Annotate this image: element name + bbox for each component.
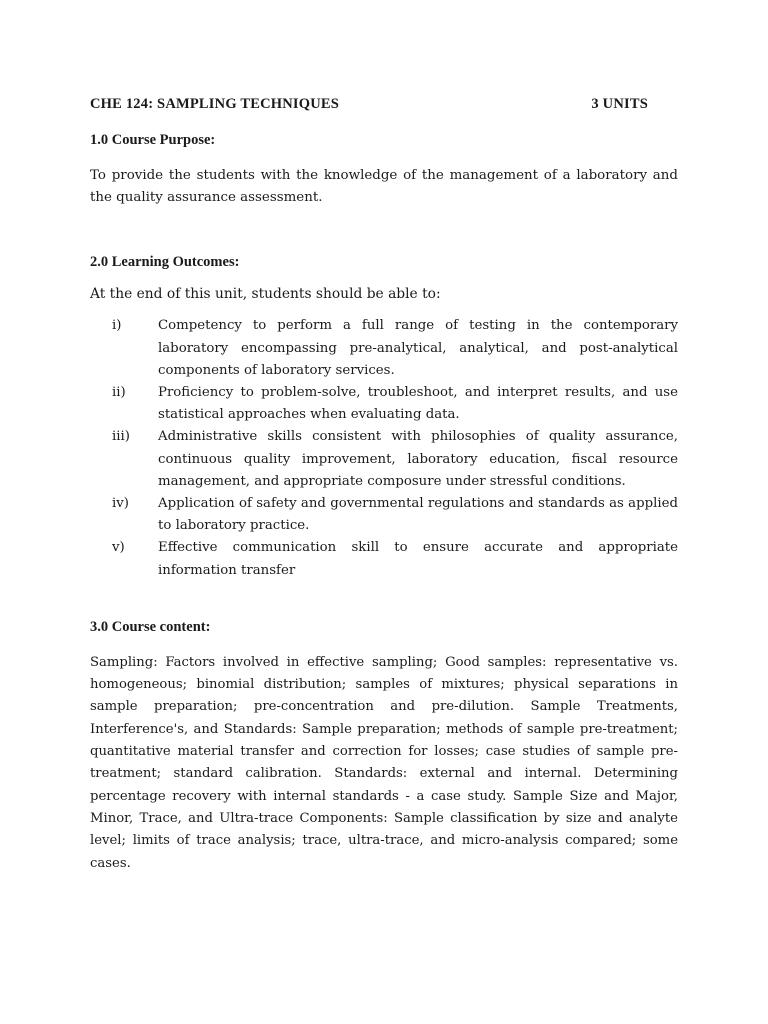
content-text: Sampling: Factors involved in effective sampling; Good samples: representative vs. homogeneous; binomial distribution; samples of mixtures; physical separations in sample preparation; pre-concentration and pre-dilution. Sample Treatments, Interference's, and Standards: Sample preparation; methods of sample pre-treatment; quantitative material transfer and correction for losses; case studies of sample pre-treatment; standard calibration. Standards: external and internal. Determining percentage recovery with internal standards - a case study. Sample Size and Major, Minor, Trace, and Ultra-trace Components: Sample classification by size and analyte level; limits of trace analysis; trace, ultra-trace, and micro-analysis compared; some cases. <box>90 654 678 871</box>
course-units: 3 UNITS <box>591 96 648 112</box>
outcomes-heading: 2.0 Learning Outcomes: <box>90 254 240 271</box>
list-item-text: Proficiency to problem-solve, troubleshoot, and interpret results, and use statistical approaches when evaluating data. <box>158 385 678 423</box>
list-item-number: i) <box>112 318 122 334</box>
list-item-number: iv) <box>112 496 129 512</box>
outcomes-list <box>90 315 678 581</box>
list-item <box>90 493 678 537</box>
list-item-text: Effective communication skill to ensure accurate and appropriate information transfer <box>158 540 678 578</box>
list-item-number: iii) <box>112 429 130 445</box>
document-page <box>90 90 678 875</box>
list-item-text: Administrative skills consistent with philosophies of quality assurance, continuous quality improvement, laboratory education, fiscal resource management, and appropriate composure under stressful conditions. <box>158 429 678 489</box>
course-header <box>90 93 678 115</box>
list-item <box>90 382 678 426</box>
purpose-heading: 1.0 Course Purpose: <box>90 132 216 148</box>
list-item <box>90 426 678 493</box>
list-item-text: Competency to perform a full range of testing in the contemporary laboratory encompassing pre-analytical, analytical, and post-analytical components of laboratory services. <box>158 318 678 378</box>
purpose-text: To provide the students with the knowledge of the management of a laboratory and the quality assurance assessment. <box>90 168 678 206</box>
list-item <box>90 315 678 382</box>
outcomes-intro: At the end of this unit, students should be able to: <box>90 286 441 303</box>
content-heading: 3.0 Course content: <box>90 618 211 635</box>
list-item <box>90 537 678 581</box>
course-title: CHE 124: SAMPLING TECHNIQUES <box>90 96 340 112</box>
list-item-number: ii) <box>112 385 126 401</box>
list-item-number: v) <box>112 540 125 556</box>
list-item-text: Application of safety and governmental regulations and standards as applied to laboratory practice. <box>158 496 678 534</box>
